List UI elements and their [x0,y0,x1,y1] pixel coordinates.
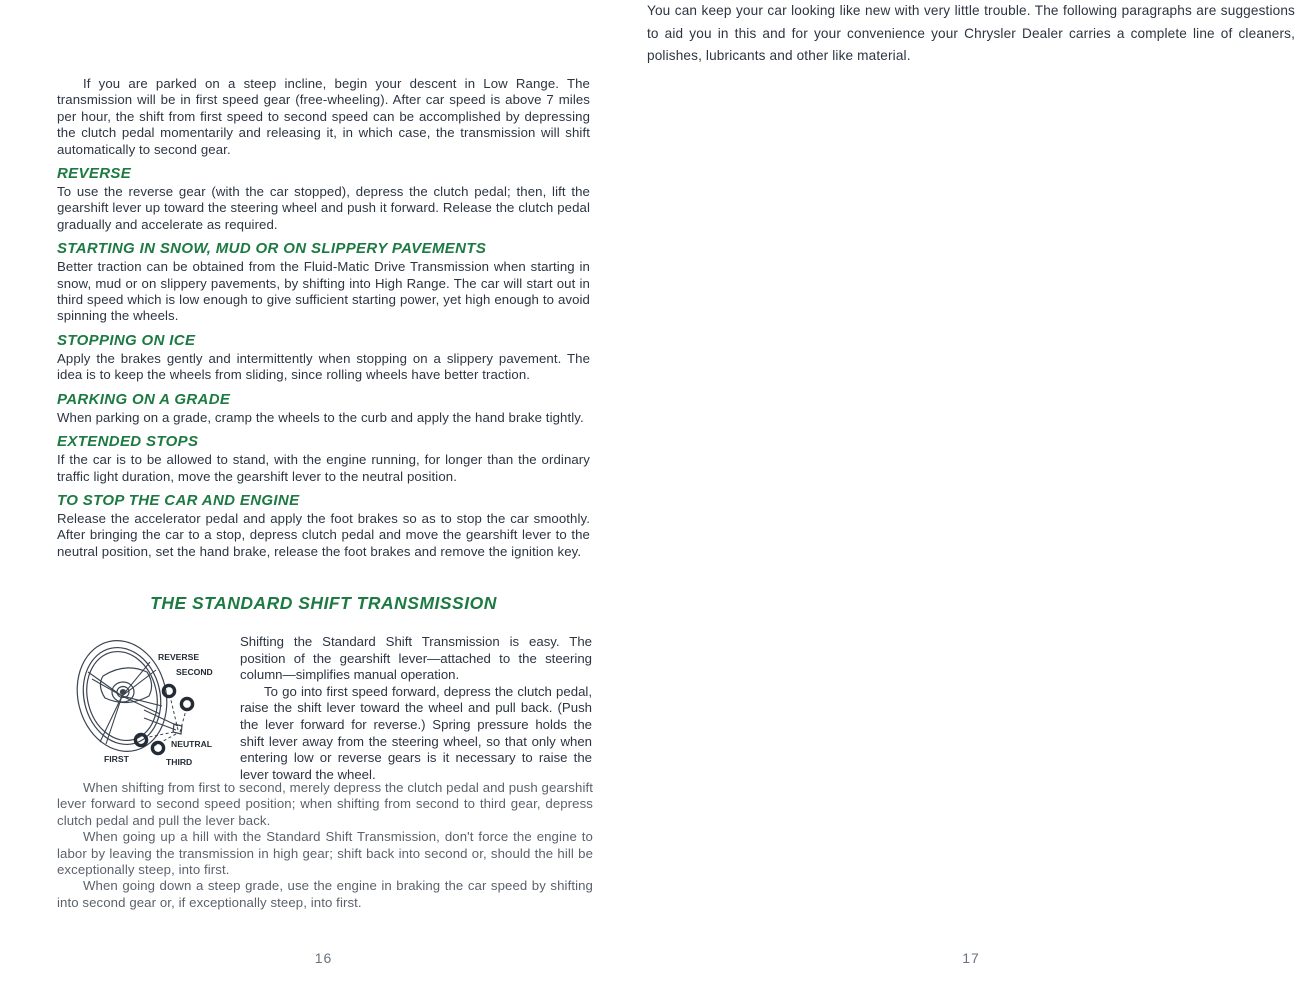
heading-parking-on-a-grade: PARKING ON A GRADE [57,390,231,408]
transmission-bottom-column [57,780,593,911]
transmission-paragraph-1: Shifting the Standard Shift Transmission is easy. The position of the gearshift lever—attached to the steering column—simplifies manual operation. [240,634,592,683]
page-number-right [647,950,1295,966]
diagram-label-second: SECOND [176,667,213,677]
body-reverse: To use the reverse gear (with the car stopped), depress the clutch pedal; then, lift the gearshift lever up toward the steering wheel and push it forward. Release the clutch pedal gradually and accelerate as required. [57,184,590,232]
position-marker-reverse [163,685,174,696]
diagram-label-first: FIRST [104,754,129,764]
body-starting-in-snow: Better traction can be obtained from the Fluid-Matic Drive Transmission when starting in snow, mud or on slippery pavements, by shifting into High Range. The car will start out in third speed which is low enough to give sufficient starting power, yet high enough to avoid spinning the wheels. [57,259,590,324]
heading-reverse: REVERSE [57,165,132,183]
page-number-left [0,950,647,966]
position-marker-third [152,742,163,753]
page-number-left-value: 16 [314,950,333,966]
left-page-column [57,76,590,560]
diagram-label-neutral: NEUTRAL [171,739,213,749]
page-number-right-value: 17 [962,950,980,966]
transmission-body-column [240,634,592,783]
heading-extended-stops: EXTENDED STOPS [57,433,199,451]
left-page [0,0,647,992]
transmission-section-title-wrap [57,592,590,614]
heading-to-stop-the-car-and-engine: TO STOP THE CAR AND ENGINE [57,491,300,509]
transmission-paragraph-4: When going up a hill with the Standard Shift Transmission, don't force the engine to labor by leaving the transmission in high gear; shift back into second or, should the hill be exceptionally steep, into first. [57,829,593,878]
transmission-paragraph-2: To go into first speed forward, depress the clutch pedal, raise the shift lever toward the wheel and pull back. (Push the lever forward for reverse.) Spring pressure holds the shift lever away from the steering wheel, so that only when entering low or reverse gears is it necessary to raise the lever toward the wheel. [240,683,592,782]
section-title-standard-shift: THE STANDARD SHIFT TRANSMISSION [150,593,497,613]
diagram-label-reverse: REVERSE [158,652,200,662]
right-intro-paragraph: You can keep your car looking like new with very little trouble. The following paragraphs are suggestions to aid you in this and for your convenience your Chrysler Dealer carries a complete line of cleaners, polishes, lubricants and other like material. [647,3,1295,64]
heading-starting-in-snow: STARTING IN SNOW, MUD OR ON SLIPPERY PAVEMENTS [57,240,487,258]
steering-wheel-icon [70,634,240,774]
position-marker-first [135,734,146,745]
position-marker-second [181,698,192,709]
heading-stopping-on-ice: STOPPING ON ICE [57,331,196,349]
gearshift-positions-diagram [70,634,240,774]
right-page [647,0,1295,992]
body-parking-on-a-grade: When parking on a grade, cramp the wheels to the curb and apply the hand brake tightly. [57,409,584,425]
transmission-paragraph-3: When shifting from first to second, merely depress the clutch pedal and push gearshift lever forward to second speed position; when shifting from second to third gear, depress clutch pedal and pull the lever back. [57,780,593,828]
body-to-stop-the-car-and-engine: Release the accelerator pedal and apply the foot brakes so as to stop the car smoothly. After bringing the car to a stop, depress clutch pedal and move the gearshift lever to the neutral position, set the hand brake, release the foot brakes and remove the ignition key. [57,510,590,559]
body-stopping-on-ice: Apply the brakes gently and intermittently when stopping on a slippery pavement. The idea is to keep the wheels from sliding, since rolling wheels have better traction. [57,350,590,383]
transmission-paragraph-5: When going down a steep grade, use the engine in braking the car speed by shifting into second gear or, if exceptionally steep, into first. [57,878,593,910]
diagram-label-third: THIRD [166,757,193,767]
intro-paragraph: If you are parked on a steep incline, begin your descent in Low Range. The transmission will be in first speed gear (free-wheeling). After car speed is above 7 miles per hour, the shift from first speed to second speed can be accomplished by depressing the clutch pedal momentarily and releasing it, in which case, the transmission will shift automatically to second gear. [57,76,590,157]
body-extended-stops: If the car is to be allowed to stand, with the engine running, for longer than the ordinary traffic light duration, move the gearshift lever to the neutral position. [57,452,590,484]
